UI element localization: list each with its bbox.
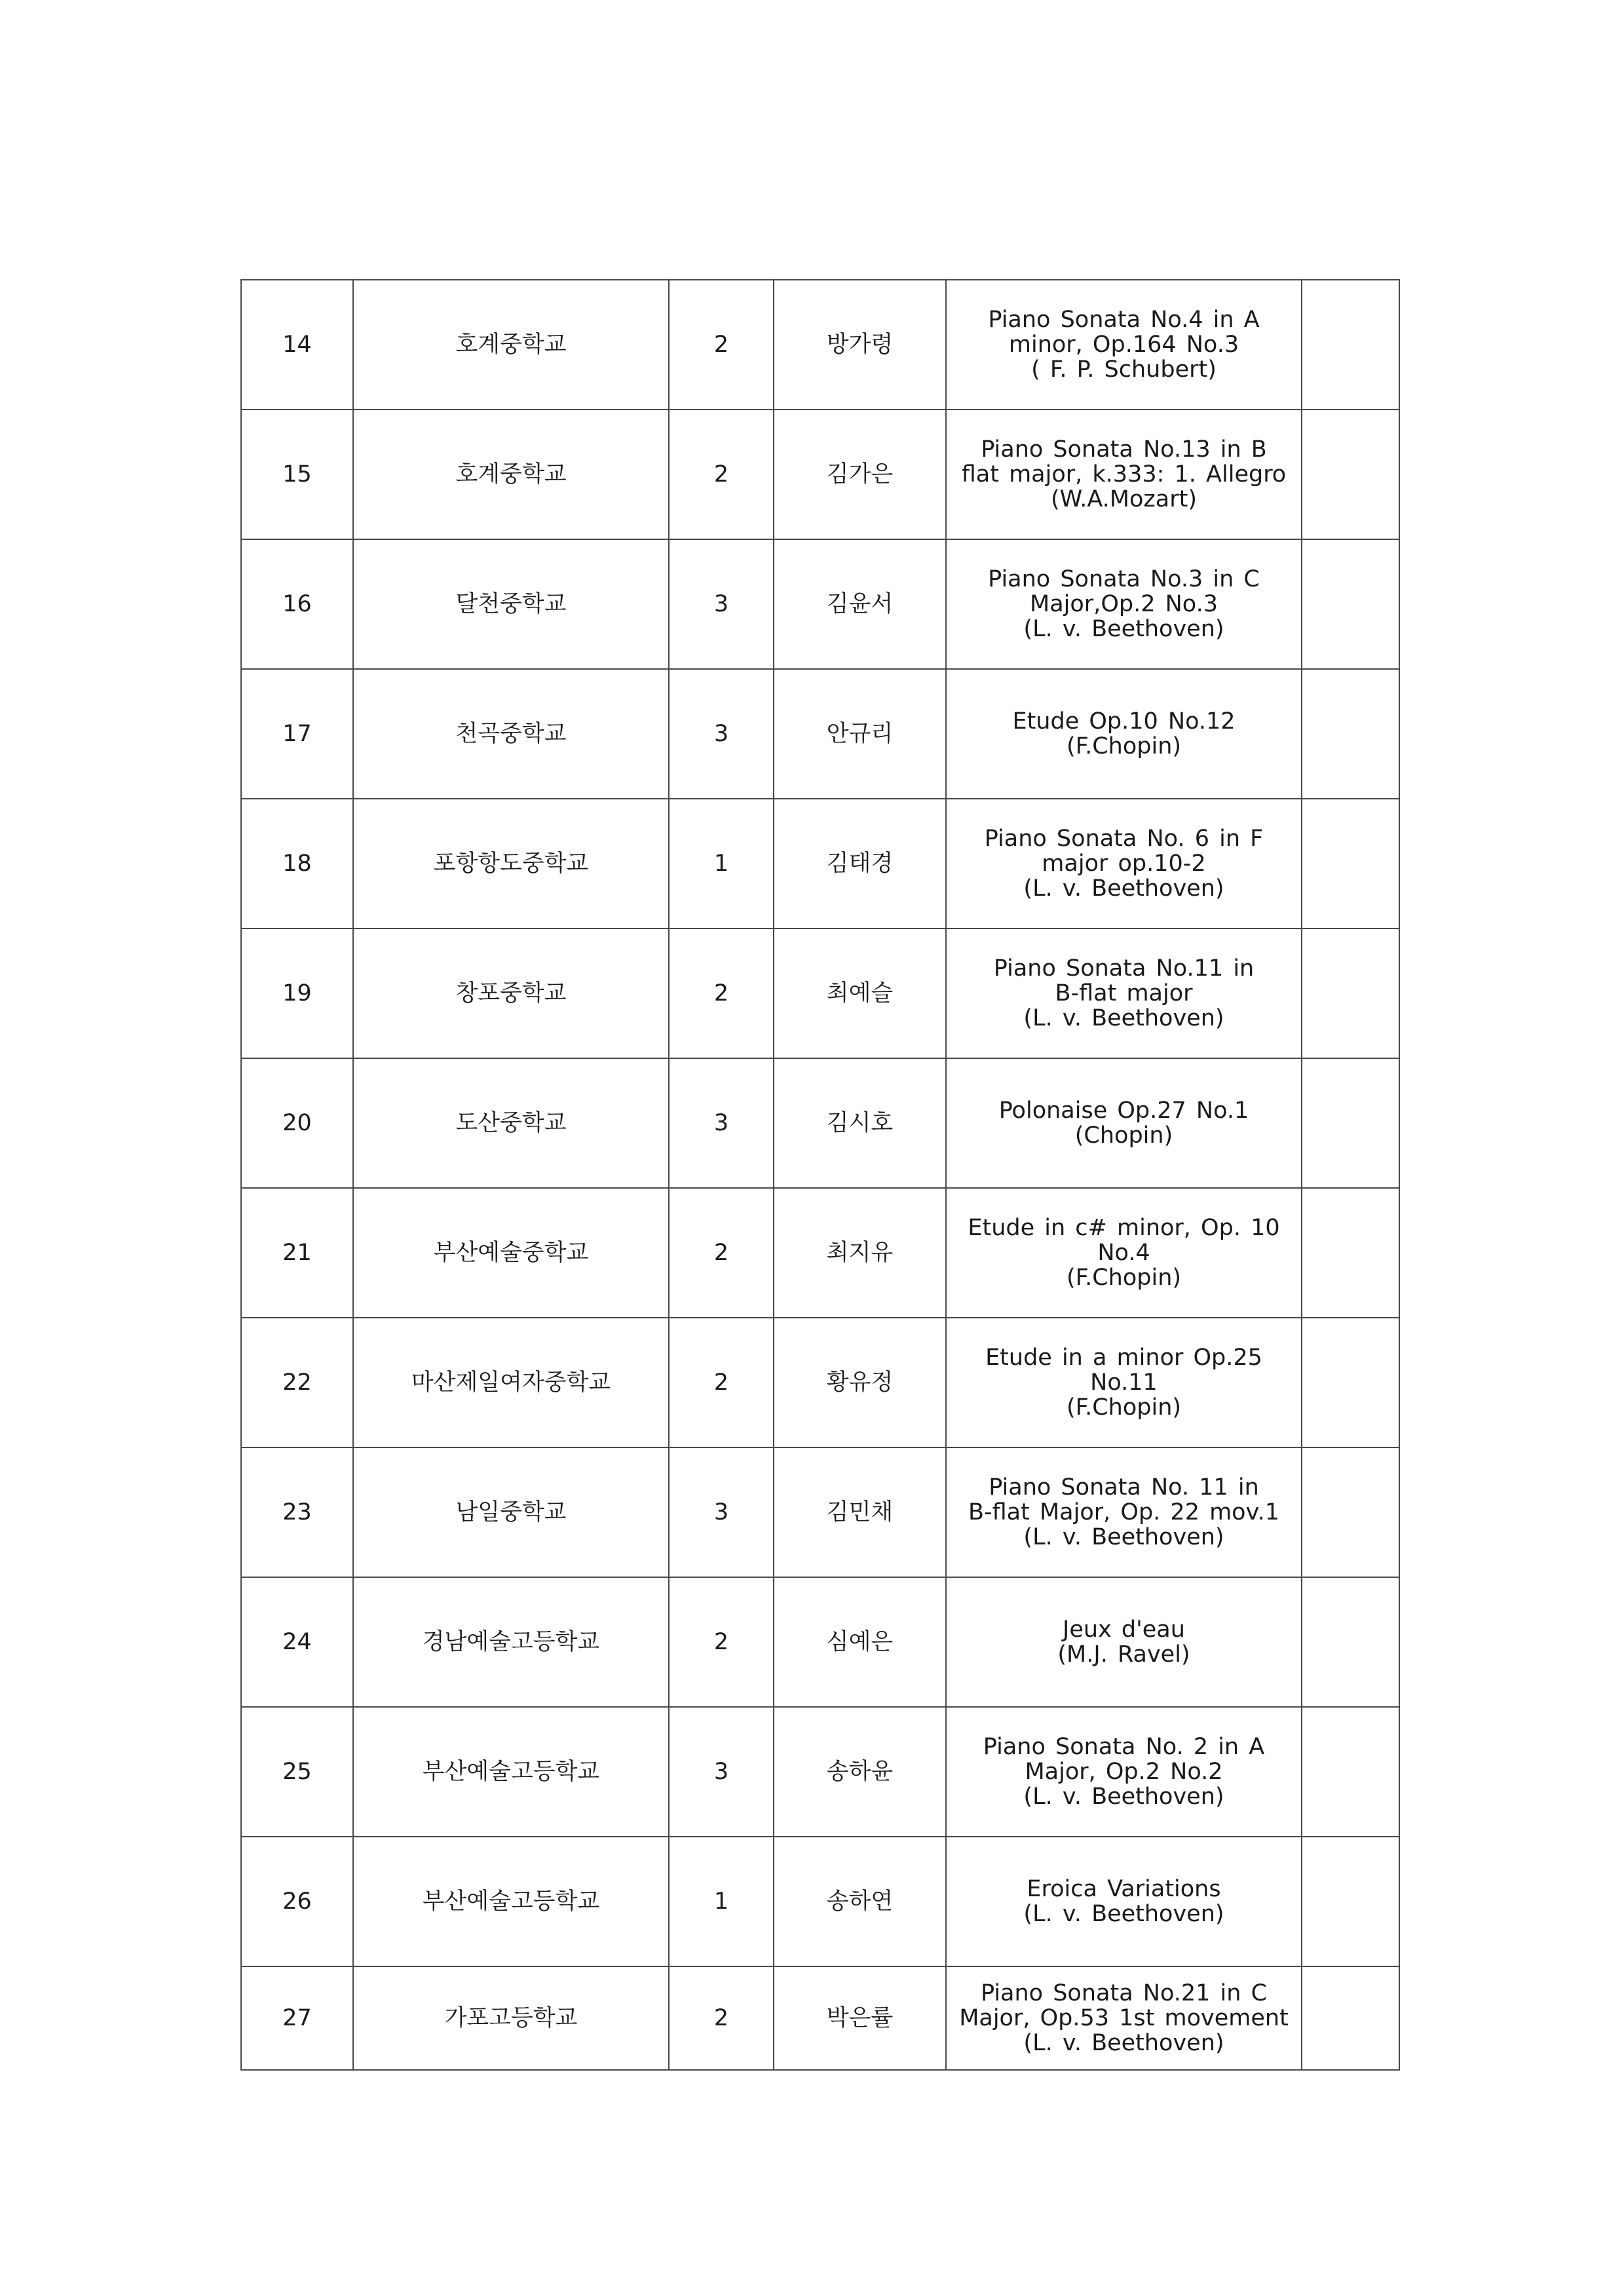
table-row [241,1577,1399,1707]
repertoire-line: (F.Chopin) [1066,1265,1182,1291]
repertoire-cell [946,410,1302,539]
repertoire-cell [946,1837,1302,1966]
remarks-cell [1302,669,1399,799]
repertoire-cell [946,1966,1302,2070]
school-cell: 포항항도중학교 [353,799,669,928]
repertoire-line: minor, Op.164 No.3 [1008,332,1239,358]
remarks-cell [1302,1707,1399,1837]
grade-cell: 3 [669,1447,774,1577]
table-row [241,539,1399,669]
repertoire-line: B-flat major [1055,980,1193,1006]
grade-cell: 3 [669,669,774,799]
grade-cell: 2 [669,280,774,410]
remarks-cell [1302,1447,1399,1577]
student-name-cell: 김가은 [774,410,946,539]
repertoire-line: major op.10-2 [1042,851,1206,877]
remarks-cell [1302,280,1399,410]
table-row [241,669,1399,799]
repertoire-line: Major, Op.2 No.2 [1025,1759,1223,1785]
student-name-cell: 김태경 [774,799,946,928]
repertoire-line: Piano Sonata No. 2 in A [983,1734,1265,1760]
repertoire-cell [946,1058,1302,1188]
repertoire-line: Etude Op.10 No.12 [1012,708,1236,735]
entry-number-cell: 18 [241,799,353,928]
repertoire-line: No.11 [1090,1369,1158,1396]
repertoire-cell [946,1577,1302,1707]
repertoire-line: ( F. P. Schubert) [1031,356,1217,383]
school-cell: 마산제일여자중학교 [353,1318,669,1447]
table-row [241,1058,1399,1188]
table-row [241,1447,1399,1577]
repertoire-line: Major, Op.53 1st movement [959,2005,1289,2031]
repertoire-line: (L. v. Beethoven) [1023,616,1224,642]
table-row [241,1318,1399,1447]
student-name-cell: 최예슬 [774,928,946,1058]
grade-cell: 3 [669,1058,774,1188]
entry-number-cell: 19 [241,928,353,1058]
repertoire-line: Piano Sonata No. 11 in [989,1474,1259,1501]
school-cell: 호계중학교 [353,410,669,539]
student-name-cell: 안규리 [774,669,946,799]
repertoire-cell [946,928,1302,1058]
school-cell: 남일중학교 [353,1447,669,1577]
school-cell: 경남예술고등학교 [353,1577,669,1707]
grade-cell: 1 [669,799,774,928]
student-name-cell: 김시호 [774,1058,946,1188]
repertoire-line: (W.A.Mozart) [1050,486,1198,512]
repertoire-line: Piano Sonata No. 6 in F [984,826,1264,852]
remarks-cell [1302,1058,1399,1188]
entry-number-cell: 22 [241,1318,353,1447]
repertoire-cell [946,280,1302,410]
repertoire-line: (L. v. Beethoven) [1023,875,1224,902]
entry-number-cell: 15 [241,410,353,539]
grade-cell: 2 [669,410,774,539]
student-name-cell: 송하윤 [774,1707,946,1837]
remarks-cell [1302,1318,1399,1447]
repertoire-line: Major,Op.2 No.3 [1030,591,1218,617]
repertoire-cell [946,669,1302,799]
entry-number-cell: 21 [241,1188,353,1318]
student-name-cell: 최지유 [774,1188,946,1318]
entry-number-cell: 20 [241,1058,353,1188]
student-name-cell: 박은률 [774,1966,946,2070]
entry-number-cell: 24 [241,1577,353,1707]
repertoire-line: Piano Sonata No.3 in C [988,566,1260,592]
repertoire-line: Piano Sonata No.21 in C [980,1980,1268,2006]
repertoire-line: Polonaise Op.27 No.1 [998,1098,1249,1124]
repertoire-line: Eroica Variations [1027,1876,1221,1902]
repertoire-line: (Chopin) [1074,1122,1173,1149]
repertoire-line: B-flat Major, Op. 22 mov.1 [968,1499,1279,1525]
repertoire-line: Jeux d'eau [1063,1617,1185,1643]
student-name-cell: 심예은 [774,1577,946,1707]
remarks-cell [1302,1966,1399,2070]
repertoire-cell [946,1318,1302,1447]
entry-number-cell: 25 [241,1707,353,1837]
repertoire-line: (L. v. Beethoven) [1023,1784,1224,1810]
grade-cell: 3 [669,539,774,669]
table-row [241,928,1399,1058]
repertoire-line: Piano Sonata No.4 in A [988,307,1260,333]
repertoire-line: (L. v. Beethoven) [1023,1524,1224,1550]
remarks-cell [1302,1188,1399,1318]
repertoire-line: (F.Chopin) [1066,1394,1182,1421]
entry-number-cell: 17 [241,669,353,799]
entry-number-cell: 14 [241,280,353,410]
repertoire-line: (M.J. Ravel) [1057,1641,1190,1668]
grade-cell: 2 [669,1318,774,1447]
remarks-cell [1302,410,1399,539]
remarks-cell [1302,1837,1399,1966]
repertoire-line: Etude in c# minor, Op. 10 [968,1215,1280,1241]
grade-cell: 2 [669,928,774,1058]
table-row [241,280,1399,410]
table-row [241,1837,1399,1966]
remarks-cell [1302,799,1399,928]
remarks-cell [1302,928,1399,1058]
entry-number-cell: 16 [241,539,353,669]
student-name-cell: 황유정 [774,1318,946,1447]
repertoire-cell [946,799,1302,928]
table-row [241,1707,1399,1837]
repertoire-line: (L. v. Beethoven) [1023,1005,1224,1031]
grade-cell: 1 [669,1837,774,1966]
repertoire-line: (F.Chopin) [1066,733,1182,759]
entry-number-cell: 26 [241,1837,353,1966]
repertoire-cell [946,1447,1302,1577]
repertoire-line: No.4 [1097,1240,1150,1266]
table-row [241,1188,1399,1318]
repertoire-line: Piano Sonata No.11 in [993,955,1255,982]
school-cell: 부산예술고등학교 [353,1707,669,1837]
table-row [241,410,1399,539]
repertoire-line: (L. v. Beethoven) [1023,2030,1224,2056]
school-cell: 부산예술중학교 [353,1188,669,1318]
student-name-cell: 김윤서 [774,539,946,669]
school-cell: 호계중학교 [353,280,669,410]
repertoire-cell [946,539,1302,669]
grade-cell: 3 [669,1707,774,1837]
school-cell: 부산예술고등학교 [353,1837,669,1966]
repertoire-cell [946,1188,1302,1318]
repertoire-cell [946,1707,1302,1837]
repertoire-line: Etude in a minor Op.25 [985,1345,1262,1371]
entry-number-cell: 23 [241,1447,353,1577]
school-cell: 도산중학교 [353,1058,669,1188]
school-cell: 창포중학교 [353,928,669,1058]
grade-cell: 2 [669,1577,774,1707]
repertoire-line: (L. v. Beethoven) [1023,1901,1224,1927]
participant-table [240,279,1400,2071]
school-cell: 가포고등학교 [353,1966,669,2070]
student-name-cell: 송하연 [774,1837,946,1966]
repertoire-line: flat major, k.333: 1. Allegro [961,461,1287,488]
participant-table-body [241,280,1399,2070]
grade-cell: 2 [669,1188,774,1318]
grade-cell: 2 [669,1966,774,2070]
table-row [241,1966,1399,2070]
repertoire-line: Piano Sonata No.13 in B [981,436,1267,463]
entry-number-cell: 27 [241,1966,353,2070]
remarks-cell [1302,1577,1399,1707]
table-row [241,799,1399,928]
remarks-cell [1302,539,1399,669]
school-cell: 천곡중학교 [353,669,669,799]
school-cell: 달천중학교 [353,539,669,669]
student-name-cell: 방가령 [774,280,946,410]
student-name-cell: 김민채 [774,1447,946,1577]
